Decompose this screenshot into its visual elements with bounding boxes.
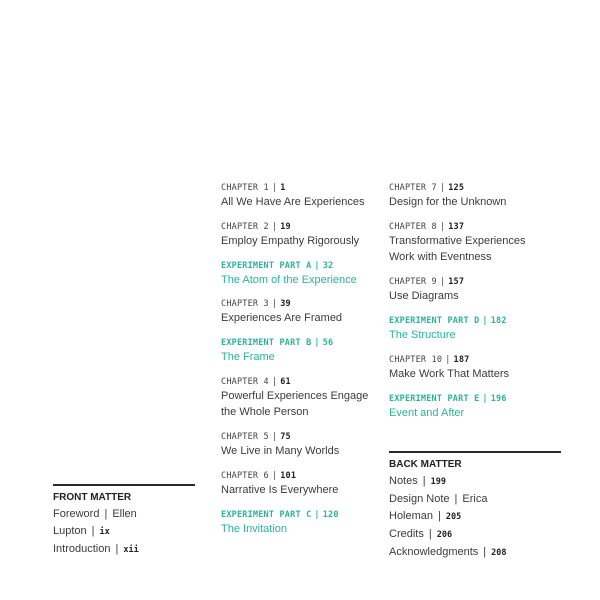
page-number: 196 <box>490 394 507 404</box>
page-number: 187 <box>453 355 470 365</box>
entry-author: Erica Holeman <box>389 493 488 522</box>
entry-label: CHAPTER 1 <box>221 183 269 193</box>
entry-title: Make Work That Matters <box>389 368 510 380</box>
toc-entry-experiment[interactable]: EXPERIMENT PART A | 32 The Atom of the Experience <box>221 261 357 286</box>
entry-title: Event and After <box>389 407 465 419</box>
toc-entry[interactable]: CHAPTER 3 | 39 Experiences Are Framed <box>221 299 343 324</box>
separator: | <box>91 525 95 537</box>
front-matter-rule <box>53 484 195 486</box>
toc-entry-introduction[interactable] <box>53 541 195 559</box>
toc-entry-experiment[interactable]: EXPERIMENT PART C | 120 The Invitation <box>221 510 339 535</box>
toc-entry[interactable]: CHAPTER 7 | 125 Design for the Unknown <box>389 183 507 208</box>
entry-label: EXPERIMENT PART E <box>389 394 480 404</box>
entry-label: EXPERIMENT PART C <box>221 510 312 520</box>
entry-title: Powerful Experiences Engage the Whole Person <box>221 390 369 418</box>
page-number: 182 <box>490 316 507 326</box>
entry-label: EXPERIMENT PART B <box>221 338 312 348</box>
entry-title: Use Diagrams <box>389 290 459 302</box>
separator: | <box>104 508 108 520</box>
front-matter-heading: FRONT MATTER <box>53 492 132 503</box>
page-number: xii <box>123 545 139 555</box>
entry-label: CHAPTER 4 <box>221 377 269 387</box>
toc-entry[interactable]: CHAPTER 5 | 75 We Live in Many Worlds <box>221 432 340 457</box>
entry-label: CHAPTER 2 <box>221 222 269 232</box>
entry-label: EXPERIMENT PART D <box>389 316 480 326</box>
entry-title: Narrative Is Everywhere <box>221 484 339 496</box>
toc-entry[interactable]: CHAPTER 8 | 137 Transformative Experiences Work with Eventness <box>389 221 529 265</box>
page-number: 206 <box>436 530 453 540</box>
toc-entry-credits[interactable] <box>389 526 561 544</box>
toc-entry-design-note[interactable] <box>389 491 561 526</box>
back-matter-section <box>389 451 561 562</box>
toc-entry[interactable]: CHAPTER 6 | 101 Narrative Is Everywhere <box>221 471 339 496</box>
toc-entry-foreword[interactable] <box>53 506 195 541</box>
page-number: 32 <box>322 261 334 271</box>
toc-entry[interactable]: CHAPTER 10 | 187 Make Work That Matters <box>389 355 510 380</box>
entry-title: Foreword <box>53 508 100 520</box>
toc-entry-experiment[interactable]: EXPERIMENT PART D | 182 The Structure <box>389 316 507 341</box>
entry-title: The Atom of the Experience <box>221 274 357 286</box>
entry-label: CHAPTER 6 <box>221 471 269 481</box>
entry-title: Acknowledgments <box>389 546 479 558</box>
entry-title: The Structure <box>389 329 456 341</box>
toc-entry[interactable]: CHAPTER 1 | 1 All We Have Are Experiences <box>221 183 365 208</box>
entry-label: CHAPTER 8 <box>389 222 437 232</box>
separator: | <box>438 510 441 522</box>
page-number: 75 <box>280 432 291 442</box>
back-matter-rule <box>389 451 561 453</box>
entry-title: Notes <box>389 475 418 487</box>
toc-entry-notes[interactable] <box>389 473 561 491</box>
separator: | <box>483 546 487 558</box>
front-matter-section <box>53 484 195 559</box>
entry-author: Ellen Lupton <box>53 508 137 537</box>
entry-title: Experiences Are Framed <box>221 312 343 324</box>
separator: | <box>422 475 426 487</box>
page-number: 120 <box>322 510 339 520</box>
entry-title: The Frame <box>221 351 275 363</box>
toc-entry[interactable]: CHAPTER 4 | 61 Powerful Experiences Engage the Whole Person <box>221 376 371 420</box>
separator: | <box>428 528 432 540</box>
page-number: 39 <box>280 299 291 309</box>
toc-entry[interactable]: CHAPTER 2 | 19 Employ Empathy Rigorously <box>221 222 360 247</box>
entry-title: Design for the Unknown <box>389 196 507 208</box>
entry-title: Credits <box>389 528 424 540</box>
entry-label: CHAPTER 3 <box>221 299 269 309</box>
entry-label: EXPERIMENT PART A <box>221 261 312 271</box>
page-number: 208 <box>491 548 507 558</box>
page-number: ix <box>99 527 110 537</box>
entry-label: CHAPTER 7 <box>389 183 437 193</box>
entry-title: The Invitation <box>221 523 288 535</box>
entry-title: All We Have Are Experiences <box>221 196 365 208</box>
entry-title: We Live in Many Worlds <box>221 445 340 457</box>
separator: | <box>454 493 458 505</box>
page-number: 61 <box>280 377 291 387</box>
page-number: 199 <box>430 477 446 487</box>
entry-title: Design Note <box>389 493 450 505</box>
page-number: 1 <box>280 183 286 193</box>
page-number: 137 <box>448 222 465 232</box>
page-number: 157 <box>448 277 465 287</box>
entry-label: CHAPTER 9 <box>389 277 437 287</box>
entry-title: Employ Empathy Rigorously <box>221 235 360 247</box>
entry-title: Introduction <box>53 543 111 555</box>
toc-entry-acknowledgments[interactable] <box>389 544 561 562</box>
entry-title: Transformative Experiences Work with Eventness <box>389 235 526 263</box>
page-number: 125 <box>448 183 465 193</box>
toc-entry-experiment[interactable]: EXPERIMENT PART E | 196 Event and After <box>389 394 507 419</box>
back-matter-heading: BACK MATTER <box>389 459 462 470</box>
entry-label: CHAPTER 5 <box>221 432 269 442</box>
page-number: 19 <box>280 222 291 232</box>
toc-entry-experiment[interactable]: EXPERIMENT PART B | 56 The Frame <box>221 338 334 363</box>
page-number: 205 <box>445 512 462 522</box>
page-number: 56 <box>322 338 334 348</box>
entry-label: CHAPTER 10 <box>389 355 443 365</box>
page-number: 101 <box>280 471 297 481</box>
toc-entry[interactable]: CHAPTER 9 | 157 Use Diagrams <box>389 277 465 302</box>
separator: | <box>115 543 119 555</box>
